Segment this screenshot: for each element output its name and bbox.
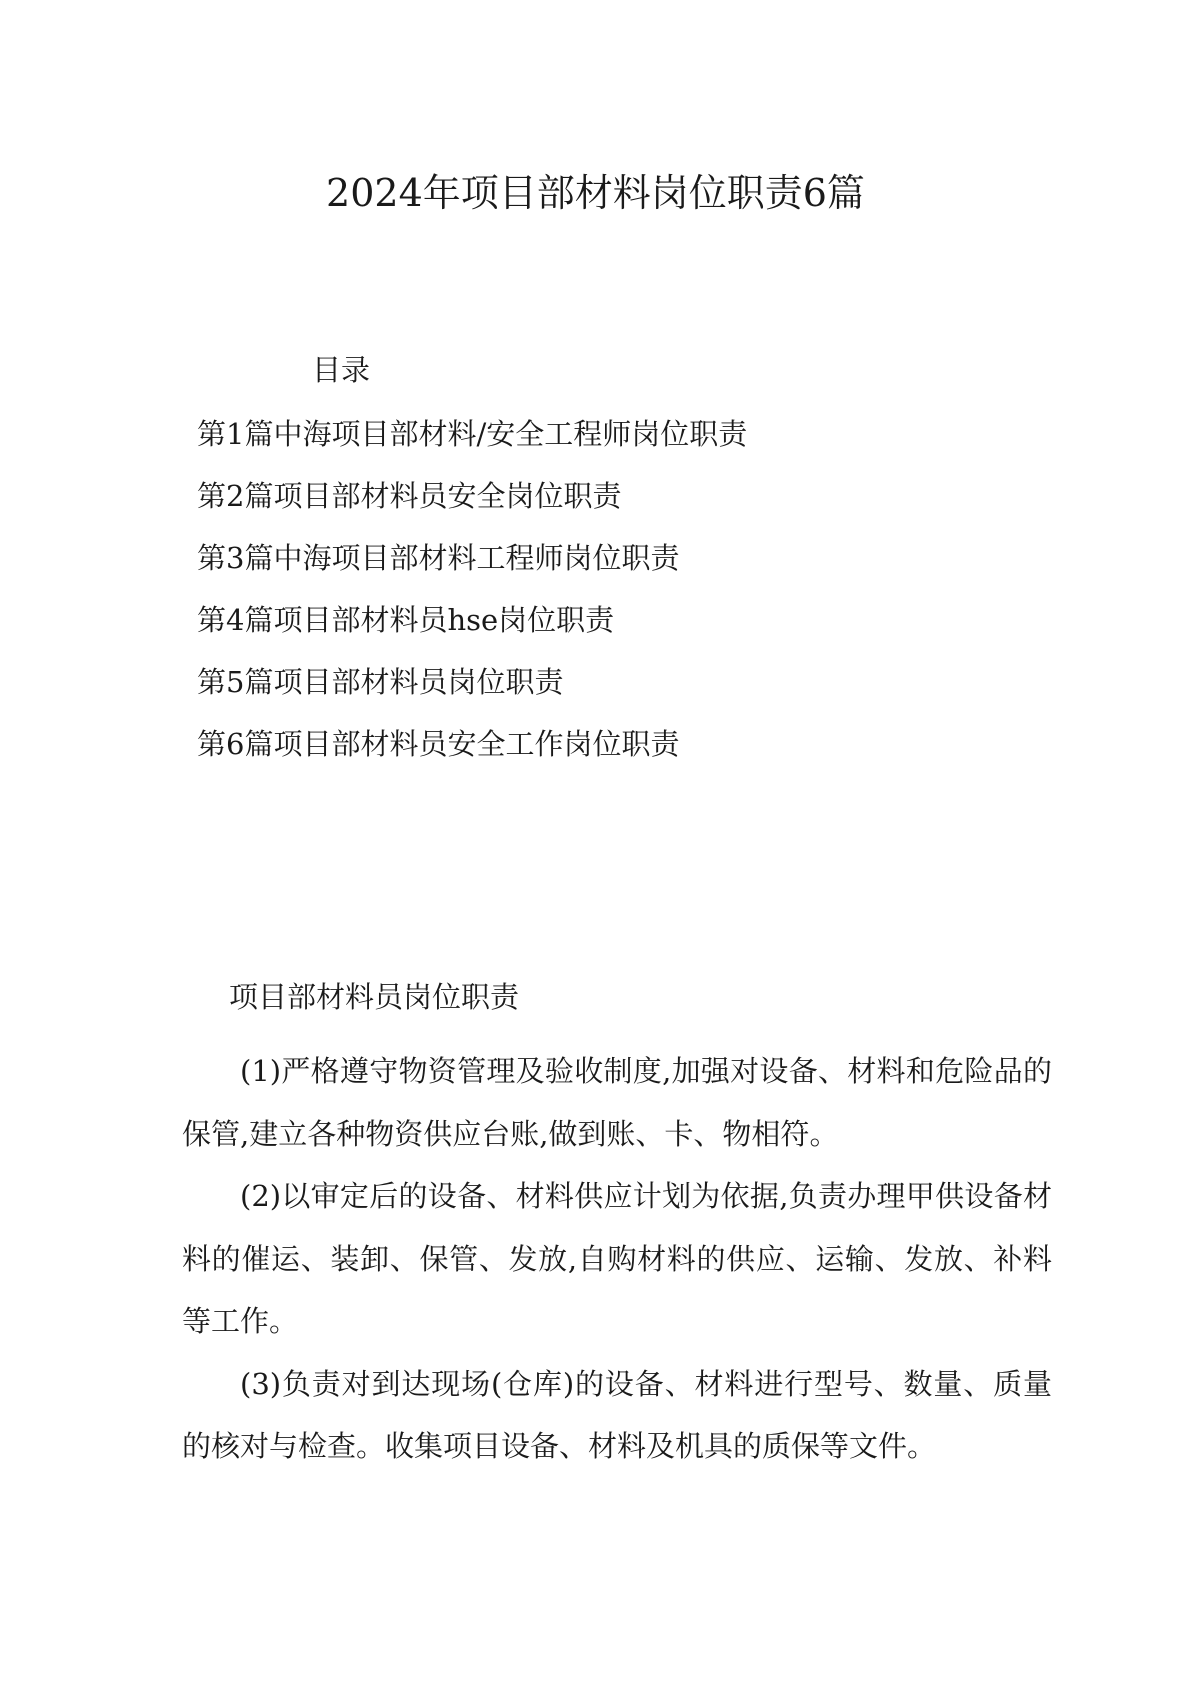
toc-heading: 目录 bbox=[312, 353, 371, 387]
section-title: 项目部材料员岗位职责 bbox=[229, 980, 520, 1014]
toc-item-1: 第1篇中海项目部材料/安全工程师岗位职责 bbox=[197, 417, 748, 451]
toc-item-2: 第2篇项目部材料员安全岗位职责 bbox=[197, 479, 622, 513]
toc-item-4: 第4篇项目部材料员hse岗位职责 bbox=[197, 603, 615, 637]
toc-item-3: 第3篇中海项目部材料工程师岗位职责 bbox=[197, 541, 680, 575]
toc-item-6: 第6篇项目部材料员安全工作岗位职责 bbox=[197, 727, 680, 761]
section-body bbox=[182, 1040, 1052, 1478]
paragraph-3: (3)负责对到达现场(仓库)的设备、材料进行型号、数量、质量的核对与检查。收集项目设备、材料及机具的质保等文件。 bbox=[182, 1366, 1052, 1463]
document-title: 2024年项目部材料岗位职责6篇 bbox=[326, 171, 865, 215]
paragraph-2: (2)以审定后的设备、材料供应计划为依据,负责办理甲供设备材料的催运、装卸、保管、发放,自购材料的供应、运输、发放、补料等工作。 bbox=[182, 1179, 1052, 1338]
toc-item-5: 第5篇项目部材料员岗位职责 bbox=[197, 665, 564, 699]
paragraph-1: (1)严格遵守物资管理及验收制度,加强对设备、材料和危险品的保管,建立各种物资供应台账,做到账、卡、物相符。 bbox=[182, 1054, 1052, 1151]
toc-list bbox=[197, 414, 747, 786]
